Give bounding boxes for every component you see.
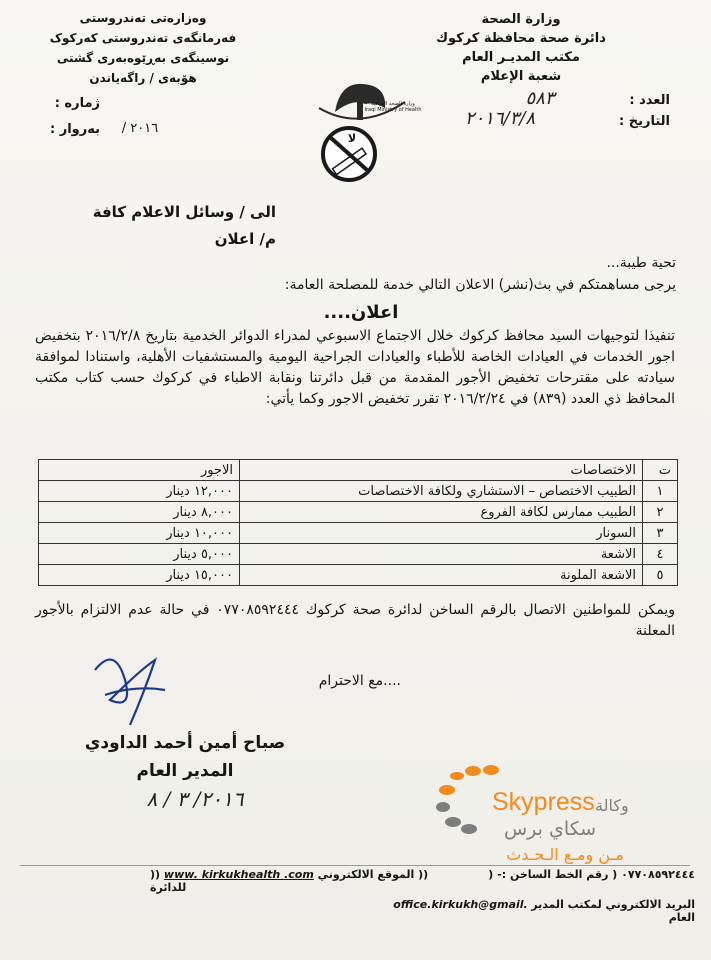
row-index: ٤ (643, 544, 678, 565)
addressee-subject: م/ اعلان (214, 230, 276, 248)
row-index: ٣ (643, 523, 678, 544)
hotline-paragraph: ويمكن للمواطنين الاتصال بالرقم الساخن لدائرة صحة كركوك ٠٧٧٠٨٥٩٢٤٤٤ في حالة عدم الالتزام بالأجور المعلنة (35, 602, 675, 639)
row-fee: ١٥,٠٠٠ دينار (39, 565, 240, 586)
row-specialty: الطبيب ممارس لكافة الفروع (240, 502, 643, 523)
watermark-prefix: وكالة (595, 796, 629, 815)
fees-table (38, 459, 678, 586)
number-label: العدد : (629, 93, 670, 108)
row-index: ١ (643, 481, 678, 502)
row-fee: ١٠,٠٠٠ دينار (39, 523, 240, 544)
directorate-name: دائرة صحة محافظة كركوك (436, 31, 606, 46)
website-open: )) (150, 868, 161, 881)
table-row (39, 544, 678, 565)
table-row (39, 481, 678, 502)
row-fee: ١٢,٠٠٠ دينار (39, 481, 240, 502)
kurdish-section: هۆبه‌ی / راگه‌یاندن (89, 71, 197, 85)
announcement-heading: اعلان.... (323, 302, 399, 323)
greeting: تحية طيبة... (606, 255, 676, 271)
footer-website (150, 868, 440, 894)
ministry-name: وزارة الصحة (481, 12, 561, 27)
email-address[interactable]: office.kirkukh@gmail. (393, 898, 528, 911)
row-specialty: الاشعة الملونة (240, 565, 643, 586)
ministry-logo-icon (305, 72, 415, 187)
signature-scribble-icon (85, 640, 175, 740)
website-link[interactable]: www. kirkukhealth .com (163, 868, 314, 881)
email-label: البريد الالكتروني لمكتب المدير العام (531, 898, 695, 924)
footer-hotline (470, 868, 695, 881)
row-index: ٢ (643, 502, 678, 523)
hotline-close: ) (488, 868, 494, 881)
date-label: التاريخ : (619, 114, 670, 129)
header-right (391, 10, 651, 86)
signatory-name: صباح أمين أحمد الداودي (84, 733, 286, 753)
ministry-logo (305, 72, 415, 187)
date-value: ٢٠١٦/٣/٨ (464, 108, 536, 129)
table-row (39, 502, 678, 523)
website-label: (( الموقع الالكتروني للدائرة (150, 868, 429, 894)
signatory-date: ٢٠١٦/ ٣ / ٨ (146, 787, 244, 811)
header-index: ت (643, 460, 678, 481)
logo-caption-en: Iraqi Ministry of Health (364, 107, 422, 113)
row-index: ٥ (643, 565, 678, 586)
footer-email (385, 898, 695, 924)
header-kurdish (18, 8, 268, 88)
number-value: ٥٨٣ (525, 88, 555, 109)
row-specialty: السونار (240, 523, 643, 544)
row-fee: ٨,٠٠٠ دينار (39, 502, 240, 523)
body-paragraph: تنفيذا لتوجيهات السيد محافظ كركوك خلال الاجتماع الاسبوعي لمدراء الدوائر الخدمية بتاريخ ٢٠١٦/٢/٨ بتخفيض اجور الخدمات في العيادات الخاصة للأطباء والعيادات الجراحية اليومية والمستشفيات الأهلية، واستنادا لموافقة سيادته على مقترحات تخفيض الأجور المقدمة من قبل دائرتنا ونقابة الاطباء في كركوك حسب كتاب مكتب المحافظ ذي العدد (٨٣٩) في ٢٠١٦/٢/٢٤ تقرر تخفيض الاجور وكما يأتي: (35, 328, 675, 407)
watermark-arabic-brand: سكاي برس (503, 818, 597, 840)
watermark-tagline: مـن ومـع الـحـدث (506, 845, 624, 864)
no-smoking-text: لا (347, 132, 357, 145)
logo-caption (363, 101, 423, 113)
kurdish-ministry: وه‌زاره‌تی ته‌ندروستی (79, 11, 207, 25)
row-specialty: الطبيب الاختصاص – الاستشاري ولكافة الاختصاصات (240, 481, 643, 502)
kurdish-number-label: ژماره : (54, 96, 100, 111)
kurdish-office: نوسینگه‌ی به‌ڕێوه‌به‌ری گشتی (56, 51, 230, 65)
row-specialty: الاشعة (240, 544, 643, 565)
header-fee: الاجور (39, 460, 240, 481)
footer-divider (20, 865, 690, 867)
watermark-brand: Skypress (492, 788, 595, 816)
hotline-number: ٠٧٧٠٨٥٩٢٤٤٤ (621, 868, 695, 881)
kurdish-date-value: / ٢٠١٦ (121, 121, 159, 136)
table-row (39, 565, 678, 586)
header-specialty: الاختصاصات (240, 460, 643, 481)
logo-caption-ar: وزارة الصحة العراقية (371, 101, 415, 107)
kurdish-directorate: فه‌رمانگه‌ی ته‌ندروستی که‌رکوک (49, 31, 237, 45)
signatory-title: المدير العام (136, 761, 234, 781)
row-fee: ٥,٠٠٠ دينار (39, 544, 240, 565)
table-row (39, 523, 678, 544)
table-header-row (39, 460, 678, 481)
office-name: مكتب المديـر العام (462, 50, 580, 65)
request-line: يرجى مساهمتكم في بث(نشر) الاعلان التالي خدمة للمصلحة العامة: (284, 277, 676, 293)
addressee-to: الى / وسائل الاعلام كافة (92, 203, 276, 221)
section-name: شعبة الإعلام (480, 69, 562, 84)
kurdish-date-label: به‌روار : (50, 122, 100, 137)
closing-text: ....مع الاحترام (318, 673, 401, 689)
hotline-label: ( رقم الخط الساخن :- (497, 868, 618, 881)
